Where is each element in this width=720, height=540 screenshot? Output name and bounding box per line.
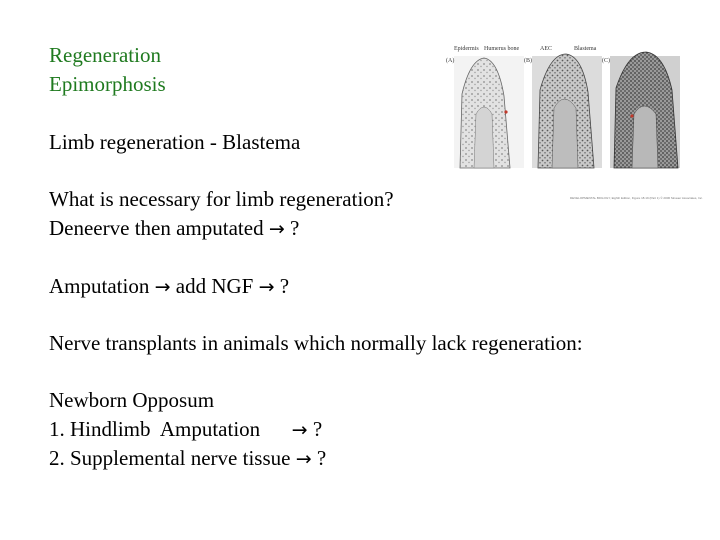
heading-regeneration: Regeneration xyxy=(49,43,161,67)
line-item-2 xyxy=(49,446,326,471)
item1-question: ? xyxy=(307,417,323,441)
histology-image xyxy=(446,44,682,170)
label-aec: AEC xyxy=(540,46,552,52)
item2-question: ? xyxy=(311,446,327,470)
label-humerus: Humerus bone xyxy=(484,46,520,52)
ngf-text-a: Amputation xyxy=(49,274,155,298)
panel-c-bone xyxy=(632,106,658,168)
ngf-text-b: add NGF xyxy=(170,274,259,298)
line-ngf xyxy=(49,274,289,299)
line-denerve xyxy=(49,216,299,241)
arrow-icon: → xyxy=(268,218,285,240)
panel-c-marker xyxy=(630,114,633,117)
label-blastema: Blastema xyxy=(574,46,597,52)
arrow-icon: → xyxy=(291,419,308,441)
arrow-icon: → xyxy=(295,448,312,470)
label-panel-c: (C) xyxy=(602,58,610,64)
line-limb-regeneration: Limb regeneration - Blastema xyxy=(49,130,301,154)
panel-b-bone xyxy=(552,99,578,168)
item2-text: 2. Supplemental nerve tissue xyxy=(49,446,296,470)
denerve-question: ? xyxy=(284,216,300,240)
line-nerve-transplants: Nerve transplants in animals which normally lack regeneration: xyxy=(49,331,583,355)
label-epidermis: Epidermis xyxy=(454,46,479,52)
denerve-text: Deneerve then amputated xyxy=(49,216,269,240)
heading-epimorphosis: Epimorphosis xyxy=(49,72,166,96)
item1-text: 1. Hindlimb Amputation xyxy=(49,417,292,441)
label-panel-b: (B) xyxy=(524,58,532,64)
label-panel-a: (A) xyxy=(446,58,455,64)
arrow-icon: → xyxy=(154,276,171,298)
histology-figure xyxy=(446,44,682,170)
line-question: What is necessary for limb regeneration? xyxy=(49,187,394,211)
panel-a-bone xyxy=(474,107,494,168)
line-item-1 xyxy=(49,417,322,442)
ngf-question: ? xyxy=(274,274,290,298)
arrow-icon: → xyxy=(258,276,275,298)
figure-credit: DEVELOPMENTAL BIOLOGY, Eighth Edition, Figure 18.19 (Part 1) © 2006 Sinauer Associates, Inc. xyxy=(570,196,703,200)
panel-a-marker xyxy=(504,110,507,113)
line-opossum: Newborn Opposum xyxy=(49,388,215,412)
